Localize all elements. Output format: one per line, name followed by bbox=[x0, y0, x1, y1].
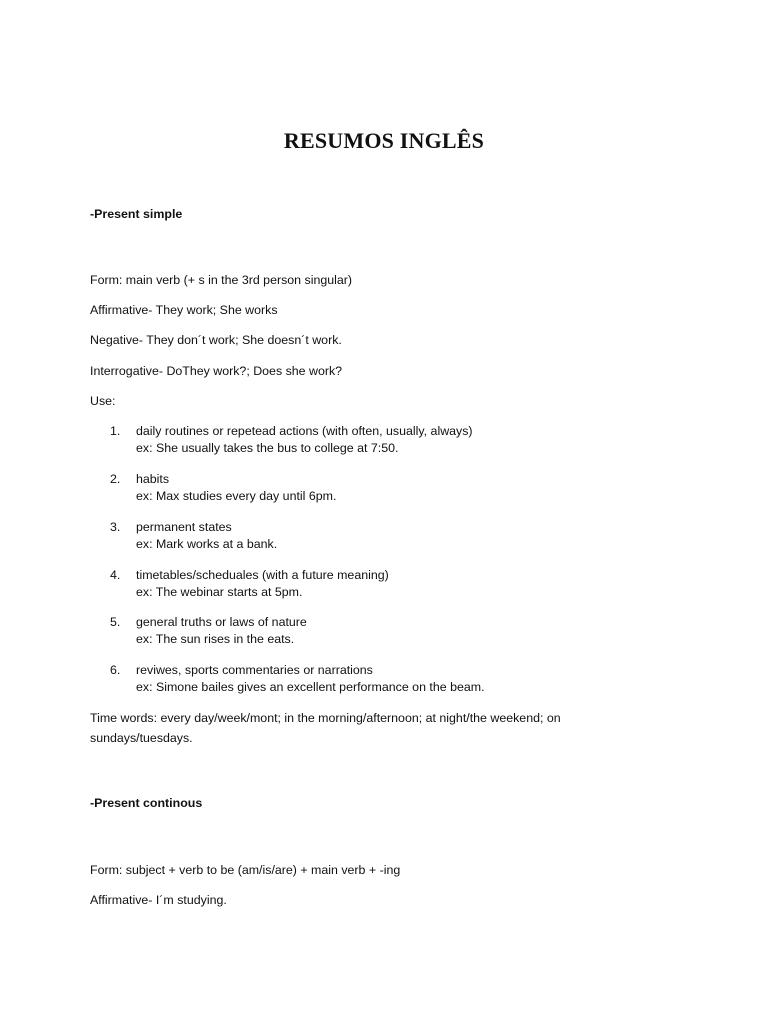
use-list-item bbox=[110, 567, 389, 599]
use-list-item bbox=[110, 662, 485, 694]
list-item-text: daily routines or repetead actions (with often, usually, always) bbox=[136, 424, 473, 438]
list-number: 2. bbox=[110, 472, 121, 486]
list-item-text: permanent states bbox=[136, 520, 232, 534]
use-list-item bbox=[110, 614, 307, 646]
list-item-example: ex: Mark works at a bank. bbox=[136, 537, 278, 551]
use-list-item bbox=[110, 519, 278, 551]
use-list-item bbox=[110, 423, 473, 455]
list-number: 1. bbox=[110, 424, 121, 438]
list-item-example: ex: The webinar starts at 5pm. bbox=[136, 585, 303, 599]
list-number: 5. bbox=[110, 615, 121, 629]
list-item-text: timetables/scheduales (with a future meaning) bbox=[136, 568, 389, 582]
form-line: Form: main verb (+ s in the 3rd person singular) bbox=[90, 273, 353, 287]
list-number: 6. bbox=[110, 663, 121, 677]
list-item-text: general truths or laws of nature bbox=[136, 615, 307, 629]
page-title: RESUMOS INGLÊS bbox=[283, 128, 485, 153]
list-item-example: ex: Simone bailes gives an excellent performance on the beam. bbox=[136, 680, 485, 694]
time-words-line-2: sundays/tuesdays. bbox=[90, 731, 193, 745]
form-line-continous: Form: subject + verb to be (am/is/are) + main verb + -ing bbox=[90, 863, 401, 877]
list-item-example: ex: Max studies every day until 6pm. bbox=[136, 489, 337, 503]
affirmative-line: Affirmative- They work; She works bbox=[90, 303, 278, 317]
section-heading-present-continous: -Present continous bbox=[90, 796, 203, 810]
section-heading-present-simple: -Present simple bbox=[90, 207, 183, 221]
list-item-text: habits bbox=[136, 472, 170, 486]
list-item-text: reviwes, sports commentaries or narrations bbox=[136, 663, 373, 677]
affirmative-line-continous: Affirmative- I´m studying. bbox=[90, 893, 227, 907]
interrogative-line: Interrogative- DoThey work?; Does she work? bbox=[90, 364, 343, 378]
negative-line: Negative- They don´t work; She doesn´t work. bbox=[90, 333, 342, 347]
use-label: Use: bbox=[90, 394, 116, 408]
list-item-example: ex: The sun rises in the eats. bbox=[136, 632, 295, 646]
list-number: 4. bbox=[110, 568, 121, 582]
list-number: 3. bbox=[110, 520, 121, 534]
list-item-example: ex: She usually takes the bus to college at 7:50. bbox=[136, 441, 399, 455]
time-words-line-1: Time words: every day/week/mont; in the morning/afternoon; at night/the weekend; on bbox=[90, 711, 561, 725]
use-list-item bbox=[110, 471, 337, 503]
